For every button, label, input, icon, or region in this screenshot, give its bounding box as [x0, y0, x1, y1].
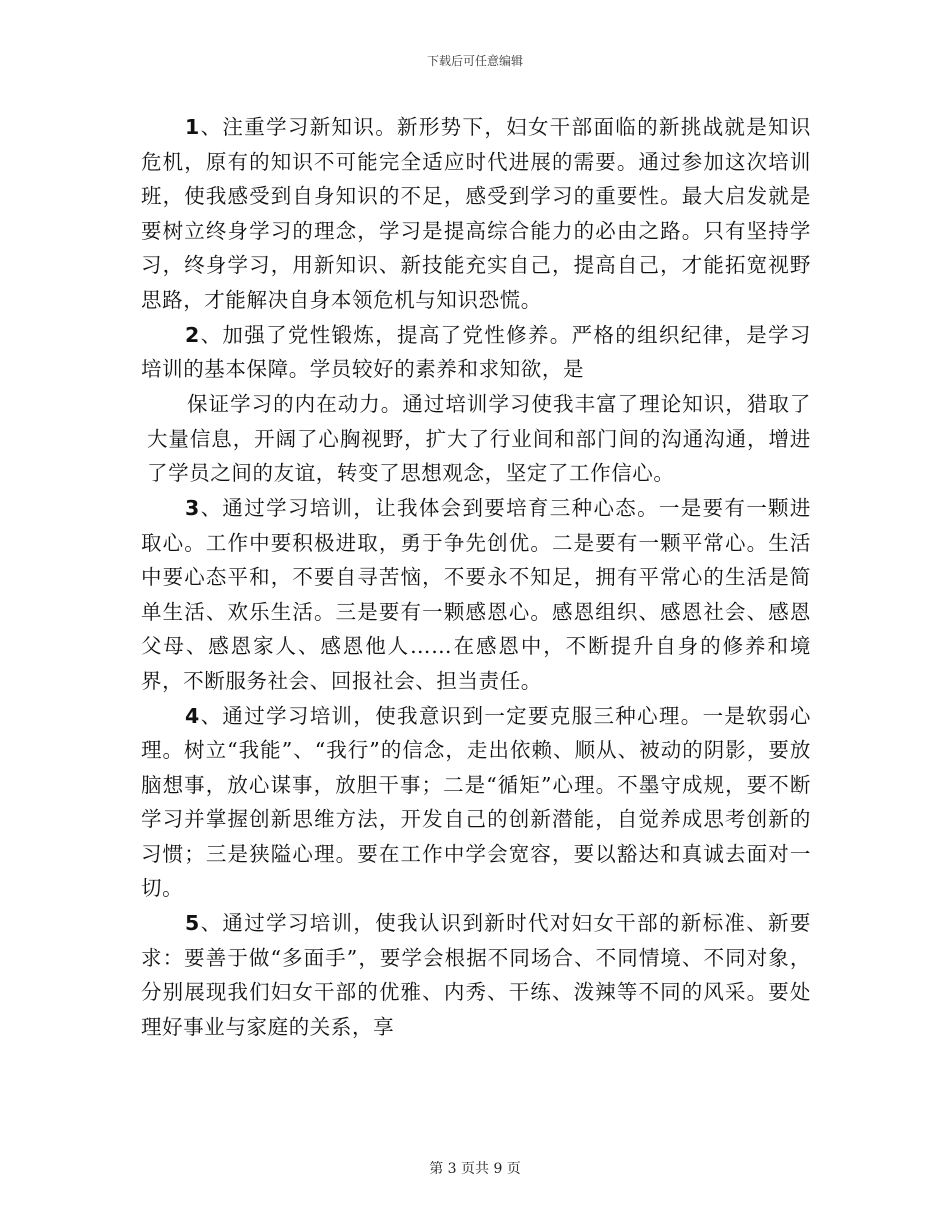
page-number: 第 3 页共 9 页	[429, 1161, 521, 1177]
page-header-note: 下载后可任意编辑	[426, 54, 523, 68]
paragraph-text: 、注重学习新知识。新形势下，妇女干部面临的新挑战就是知识危机，原有的知识不可能完全适应时代进展的需要。通过参加这次培训班，使我感受到自身知识的不足，感受到学习的重要性。最大启发就是要树立终身学习的理念，学习是提高综合能力的必由之路。只有坚持学习，终身学习，用新知识、新技能充实自己，提高自己，才能拓宽视野思路，才能解决自身本领危机与知识恐慌。	[141, 115, 811, 312]
paragraph-2-continued	[141, 387, 811, 491]
paragraph-3	[141, 491, 811, 698]
paragraph-text: 保证学习的内在动力。通过培训学习使我丰富了理论知识，猎取了大量信息，开阔了心胸视野，扩大了行业间和部门间的沟通沟通，增进了学员之间的友谊，转变了思想观念，坚定了工作信心。	[147, 392, 811, 485]
paragraph-number: 3	[185, 496, 200, 520]
document-body	[141, 110, 811, 1045]
paragraph-5	[141, 906, 811, 1044]
paragraph-1	[141, 110, 811, 317]
paragraph-text: 、通过学习培训，使我意识到一定要克服三种心理。一是软弱心理。树立“我能”、“我行”的信念，走出依赖、顺从、被动的阴影，要放脑想事，放心谋事，放胆干事；二是“循矩”心理。不墨守成规，要不断学习并掌握创新思维方法，开发自己的创新潜能，自觉养成思考创新的习惯；三是狭隘心理。要在工作中学会宽容，要以豁达和真诚去面对一切。	[141, 703, 811, 900]
paragraph-number: 2	[185, 322, 200, 347]
paragraph-2	[141, 318, 811, 387]
paragraph-4	[141, 699, 811, 906]
paragraph-number: 5	[185, 911, 200, 935]
paragraph-number: 1	[185, 115, 200, 139]
paragraph-text: 、通过学习培训，使我认识到新时代对妇女干部的新标准、新要求：要善于做“多面手”，要学会根据不同场合、不同情境、不同对象，分别展现我们妇女干部的优雅、内秀、干练、泼辣等不同的风采。要处理好事业与家庭的关系，享	[141, 911, 811, 1039]
paragraph-text: 、通过学习培训，让我体会到要培育三种心态。一是要有一颗进取心。工作中要积极进取，勇于争先创优。二是要有一颗平常心。生活中要心态平和，不要自寻苦恼，不要永不知足，拥有平常心的生活是简单生活、欢乐生活。三是要有一颗感恩心。感恩组织、感恩社会、感恩父母、感恩家人、感恩他人……在感恩中，不断提升自身的修养和境界，不断服务社会、回报社会、担当责任。	[141, 496, 811, 693]
paragraph-text: 、加强了党性锻炼，提高了党性修养。严格的组织纪律，是学习培训的基本保障。学员较好的素养和求知欲，是	[141, 322, 811, 381]
paragraph-number: 4	[185, 703, 200, 728]
